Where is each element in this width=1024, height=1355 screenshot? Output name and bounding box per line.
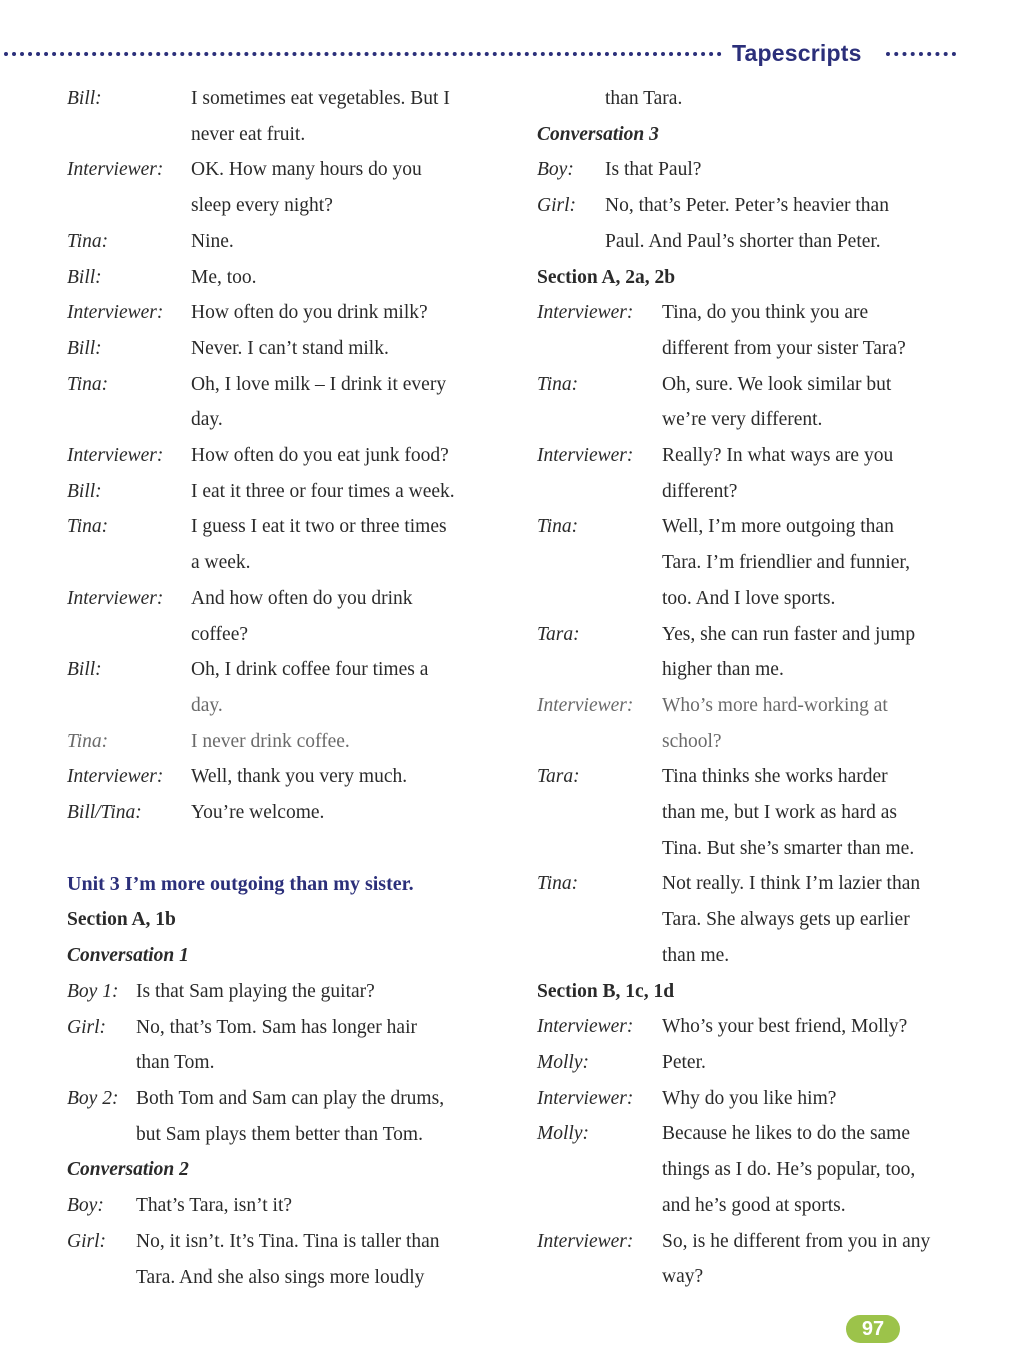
dialogue-text: day.: [191, 409, 223, 431]
dialogue-text: Why do you like him?: [662, 1087, 837, 1109]
dialogue-line: [67, 438, 507, 474]
left-column: [67, 81, 507, 1295]
unit-title: Unit 3 I’m more outgoing than my sister.: [67, 872, 414, 895]
dialogue-text: Really? In what ways are you: [662, 445, 894, 467]
dialogue-line: [67, 1260, 507, 1296]
dialogue-line: [537, 224, 977, 260]
dialogue-text: than me, but I work as hard as: [662, 802, 898, 824]
dialogue-text: I never drink coffee.: [191, 730, 350, 752]
speaker-label: Interviewer:: [67, 587, 164, 609]
dialogue-text: Well, thank you very much.: [191, 766, 408, 788]
dialogue-line: [537, 1116, 977, 1152]
speaker-label: Interviewer:: [67, 159, 164, 181]
dialogue-line: [67, 188, 507, 224]
speaker-label: Tara:: [537, 766, 580, 788]
dialogue-text: OK. How many hours do you: [191, 159, 422, 181]
dialogue-line: [67, 545, 507, 581]
dialogue-line: [537, 1081, 977, 1117]
dialogue-line: [67, 260, 507, 296]
dialogue-line: [67, 617, 507, 653]
dialogue-line: [537, 724, 977, 760]
dialogue-text: Tara. I’m friendlier and funnier,: [662, 552, 910, 574]
speaker-label: Tina:: [67, 516, 109, 538]
dialogue-line: [537, 509, 977, 545]
dialogue-text: And how often do you drink: [191, 587, 413, 609]
dialogue-line: [537, 795, 977, 831]
dialogue-line: [67, 1045, 507, 1081]
dialogue-text: than me.: [662, 944, 730, 966]
speaker-label: Interviewer:: [67, 445, 164, 467]
dialogue-text: Who’s more hard-working at: [662, 694, 888, 716]
dialogue-line: [537, 688, 977, 724]
dialogue-text: than Tara.: [605, 88, 683, 109]
speaker-label: Interviewer:: [537, 694, 634, 716]
speaker-label: Bill:: [67, 659, 102, 681]
dialogue-text: Is that Paul?: [605, 159, 702, 181]
dialogue-line: [67, 152, 507, 188]
speaker-label: Interviewer:: [67, 766, 164, 788]
dialogue-line: [67, 1010, 507, 1046]
speaker-label: Boy:: [537, 159, 574, 181]
dialogue-text: Not really. I think I’m lazier than: [662, 873, 921, 895]
dialogue-text: coffee?: [191, 623, 249, 645]
dialogue-text: a week.: [191, 552, 251, 574]
dialogue-text: How often do you drink milk?: [191, 302, 428, 324]
dialogue-text: I eat it three or four times a week.: [191, 480, 455, 502]
dialogue-line: [67, 581, 507, 617]
dialogue-text: Me, too.: [191, 266, 257, 288]
dialogue-line: [67, 795, 507, 831]
dialogue-line: [537, 402, 977, 438]
dialogue-line: [537, 617, 977, 653]
dialogue-text: day.: [191, 694, 223, 716]
dialogue-line: [67, 759, 507, 795]
conversation-heading: Conversation 2: [67, 1159, 189, 1181]
dialogue-line: [67, 509, 507, 545]
speaker-label: Interviewer:: [537, 1087, 634, 1109]
speaker-label: Molly:: [537, 1123, 589, 1145]
dialogue-line: [67, 367, 507, 403]
speaker-label: Bill:: [67, 266, 102, 288]
page-number-badge: 97: [846, 1315, 900, 1343]
dialogue-text: So, is he different from you in any: [662, 1230, 931, 1252]
speaker-label: Boy 2:: [67, 1087, 119, 1109]
header-dotted-rule-left: [4, 52, 722, 56]
dialogue-line: [537, 652, 977, 688]
dialogue-line: [537, 81, 977, 117]
dialogue-text: How often do you eat junk food?: [191, 445, 449, 467]
speaker-label: Tina:: [67, 373, 109, 395]
dialogue-text: different?: [662, 480, 738, 502]
dialogue-text: Never. I can’t stand milk.: [191, 337, 389, 359]
speaker-label: Boy 1:: [67, 980, 119, 1002]
dialogue-line: [67, 1081, 507, 1117]
dialogue-text: Tara. And she also sings more loudly: [136, 1266, 425, 1288]
spacer: [67, 831, 507, 867]
dialogue-line: [537, 1152, 977, 1188]
dialogue-line: [67, 974, 507, 1010]
dialogue-text: we’re very different.: [662, 409, 823, 431]
dialogue-line: [537, 831, 977, 867]
dialogue-text: Peter.: [662, 1051, 706, 1073]
dialogue-line: [537, 1045, 977, 1081]
dialogue-line: [67, 295, 507, 331]
dialogue-line: [537, 438, 977, 474]
dialogue-line: [67, 474, 507, 510]
speaker-label: Tina:: [537, 516, 579, 538]
dialogue-text: never eat fruit.: [191, 123, 306, 145]
dialogue-line: [537, 1009, 977, 1045]
dialogue-line: [537, 1224, 977, 1260]
dialogue-text: Well, I’m more outgoing than: [662, 516, 894, 538]
dialogue-text: Paul. And Paul’s shorter than Peter.: [605, 230, 881, 252]
dialogue-text: too. And I love sports.: [662, 587, 836, 609]
speaker-label: Tina:: [537, 873, 579, 895]
dialogue-text: Tina thinks she works harder: [662, 766, 888, 788]
speaker-label: Girl:: [537, 195, 576, 217]
dialogue-line: [537, 902, 977, 938]
speaker-label: Interviewer:: [67, 302, 164, 324]
dialogue-text: Both Tom and Sam can play the drums,: [136, 1087, 445, 1109]
dialogue-line: [67, 331, 507, 367]
speaker-label: Interviewer:: [537, 1230, 634, 1252]
dialogue-line: [67, 1117, 507, 1153]
conversation-heading: Conversation 1: [67, 945, 189, 967]
dialogue-line: [537, 474, 977, 510]
speaker-label: Bill/Tina:: [67, 802, 142, 824]
dialogue-text: and he’s good at sports.: [662, 1194, 846, 1216]
dialogue-line: [67, 81, 507, 117]
header-dotted-rule-right: [886, 52, 956, 56]
speaker-label: Tina:: [67, 230, 109, 252]
dialogue-line: [537, 295, 977, 331]
dialogue-line: [67, 688, 507, 724]
speaker-label: Boy:: [67, 1195, 104, 1217]
dialogue-text: Tara. She always gets up earlier: [662, 909, 910, 931]
dialogue-line: [67, 402, 507, 438]
dialogue-line: [67, 117, 507, 153]
dialogue-text: Because he likes to do the same: [662, 1123, 911, 1145]
section-heading: Section A, 1b: [67, 909, 176, 931]
dialogue-text: No, it isn’t. It’s Tina. Tina is taller than: [136, 1230, 440, 1252]
header-title: Tapescripts: [732, 40, 862, 66]
speaker-label: Bill:: [67, 337, 102, 359]
dialogue-line: [537, 188, 977, 224]
dialogue-text: I guess I eat it two or three times: [191, 516, 447, 538]
dialogue-line: [537, 1259, 977, 1295]
page-header: [0, 38, 1024, 68]
speaker-label: Interviewer:: [537, 445, 634, 467]
dialogue-text: Tina, do you think you are: [662, 302, 869, 324]
dialogue-line: [537, 545, 977, 581]
dialogue-text: No, that’s Peter. Peter’s heavier than: [605, 195, 889, 217]
section-heading: Section B, 1c, 1d: [537, 980, 675, 1002]
dialogue-line: [537, 367, 977, 403]
dialogue-text: way?: [662, 1266, 704, 1288]
dialogue-line: [537, 1188, 977, 1224]
dialogue-text: Oh, I drink coffee four times a: [191, 659, 429, 681]
speaker-label: Bill:: [67, 480, 102, 502]
speaker-label: Interviewer:: [537, 302, 634, 324]
dialogue-line: [67, 652, 507, 688]
dialogue-text: Is that Sam playing the guitar?: [136, 980, 375, 1002]
dialogue-text: Who’s your best friend, Molly?: [662, 1016, 908, 1038]
dialogue-line: [67, 1188, 507, 1224]
dialogue-line: [537, 581, 977, 617]
section-heading: Section A, 2a, 2b: [537, 266, 676, 288]
dialogue-text: higher than me.: [662, 659, 784, 681]
dialogue-text: That’s Tara, isn’t it?: [136, 1195, 293, 1217]
dialogue-line: [537, 938, 977, 974]
speaker-label: Girl:: [67, 1016, 106, 1038]
dialogue-line: [67, 224, 507, 260]
dialogue-line: [537, 759, 977, 795]
dialogue-text: Yes, she can run faster and jump: [662, 623, 916, 645]
dialogue-line: [537, 331, 977, 367]
dialogue-text: No, that’s Tom. Sam has longer hair: [136, 1016, 417, 1038]
dialogue-text: different from your sister Tara?: [662, 337, 906, 359]
dialogue-text: sleep every night?: [191, 195, 333, 217]
dialogue-line: [67, 1224, 507, 1260]
dialogue-line: [537, 152, 977, 188]
dialogue-text: I sometimes eat vegetables. But I: [191, 88, 450, 109]
dialogue-text: Tina. But she’s smarter than me.: [662, 837, 915, 859]
speaker-label: Tina:: [537, 373, 579, 395]
dialogue-text: things as I do. He’s popular, too,: [662, 1159, 916, 1181]
dialogue-text: You’re welcome.: [191, 802, 325, 824]
dialogue-line: [67, 724, 507, 760]
dialogue-text: school?: [662, 730, 722, 752]
dialogue-line: [537, 866, 977, 902]
right-column: [537, 81, 977, 1295]
speaker-label: Tara:: [537, 623, 580, 645]
dialogue-text: Oh, sure. We look similar but: [662, 373, 892, 395]
conversation-heading: Conversation 3: [537, 123, 659, 145]
speaker-label: Molly:: [537, 1051, 589, 1073]
dialogue-text: Oh, I love milk – I drink it every: [191, 373, 447, 395]
speaker-label: Interviewer:: [537, 1016, 634, 1038]
dialogue-text: than Tom.: [136, 1052, 215, 1074]
speaker-label: Girl:: [67, 1230, 106, 1252]
dialogue-text: but Sam plays them better than Tom.: [136, 1123, 423, 1145]
dialogue-text: Nine.: [191, 230, 234, 252]
speaker-label: Tina:: [67, 730, 109, 752]
speaker-label: Bill:: [67, 88, 102, 109]
